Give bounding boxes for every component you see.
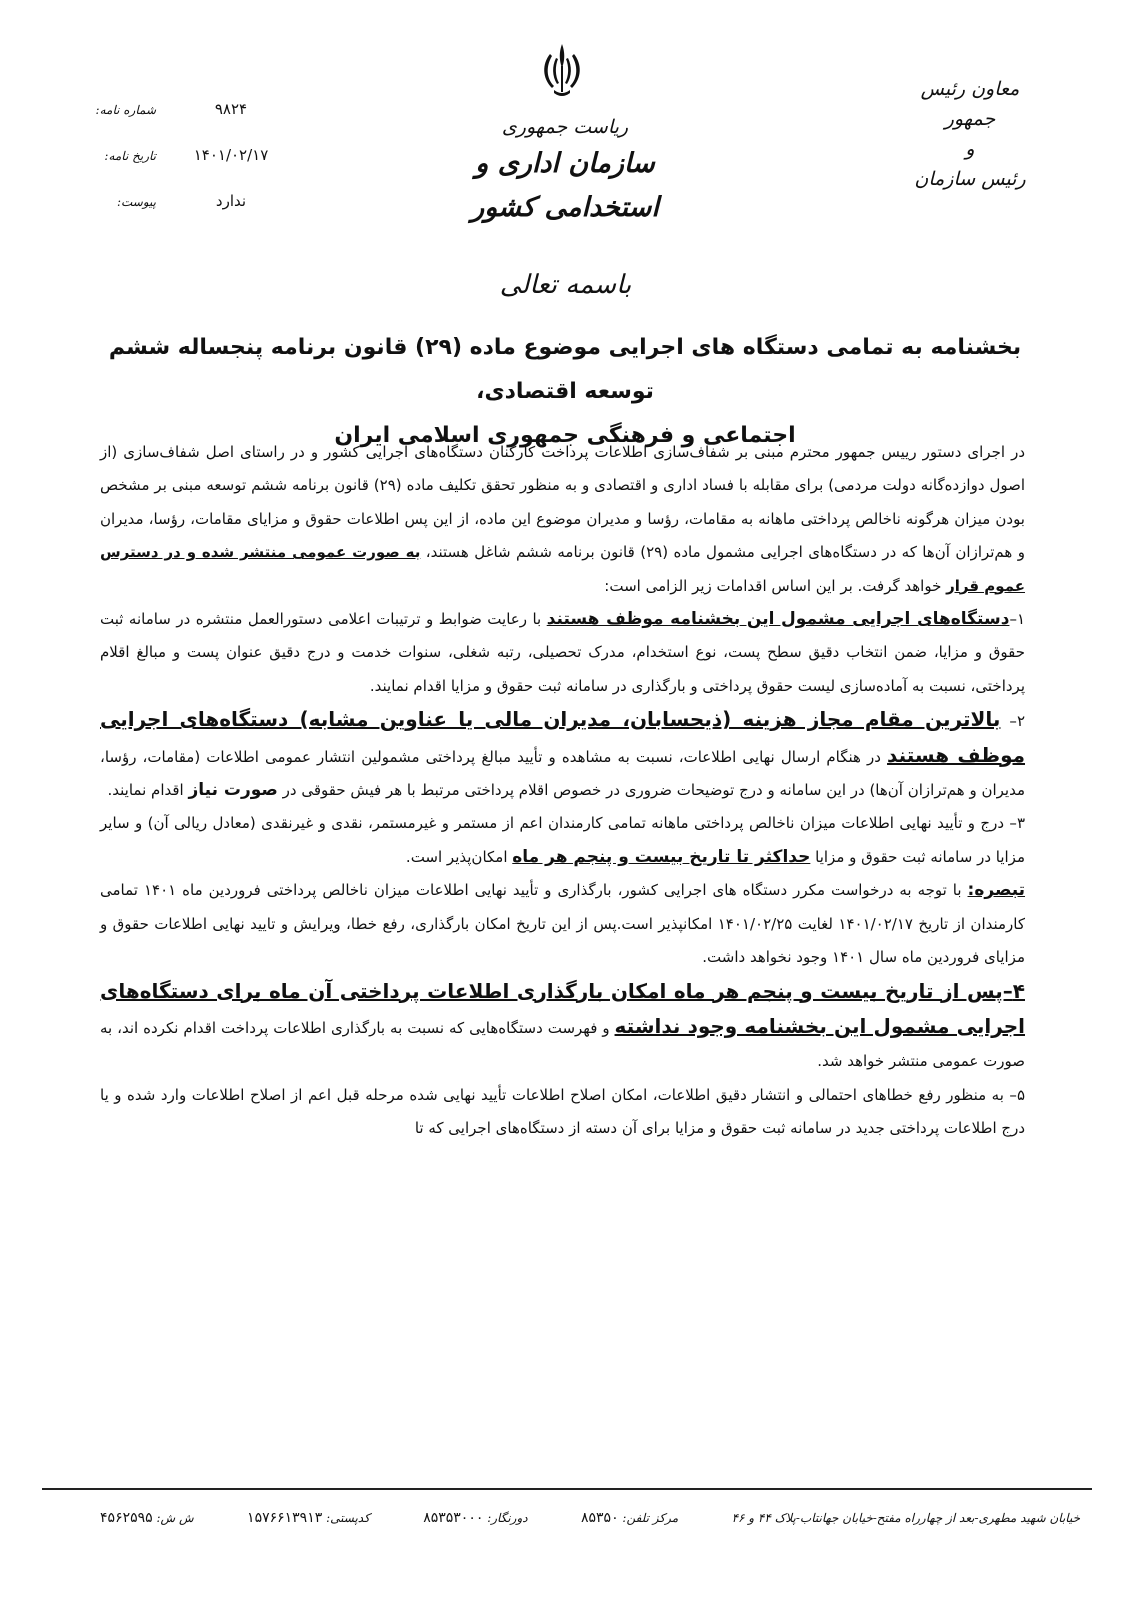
footer-address: خیابان شهید مطهری-بعد از چهارراه مفتح-خیابان جهانتاب-پلاک ۴۴ و ۴۶ <box>731 1511 1080 1525</box>
note-text: با توجه به درخواست مکرر دستگاه های اجرایی کشور، بارگذاری و تأیید نهایی اطلاعات میزان ناخالص پرداختی فروردین ماه ۱۴۰۱ تمامی کارمندان از تاریخ ۱۴۰۱/۰۲/۱۷ لغایت ۱۴۰۱/۰۲/۲۵ امکانپذیر است.پس از این تاریخ امکان بارگذاری، رفع خطا، ویرایش و تایید نهایی اطلاعات حقوق و مزایای فروردین ماه سال ۱۴۰۱ وجود نخواهد داشت. <box>100 881 1026 967</box>
note-paragraph <box>100 874 1025 974</box>
fax-value: ۸۵۳۵۳۰۰۰ <box>423 1510 484 1526</box>
footer-fax <box>423 1510 527 1526</box>
letter-date-value: ۱۴۰۱/۰۲/۱۷ <box>193 146 269 164</box>
fax-label: دورنگار: <box>487 1511 528 1525</box>
issuer-line-1: معاون رئیس جمهور <box>920 78 1020 130</box>
item-2 <box>100 703 1025 807</box>
issuer-title <box>895 74 1045 194</box>
phone-label: مرکز تلفن: <box>622 1511 679 1525</box>
item-2-emphasis-2: صورت نیاز <box>188 780 278 801</box>
item-1-number: ۱– <box>1009 610 1025 629</box>
letter-number-value: ۹۸۲۴ <box>214 100 248 118</box>
item-4-text: و فهرست دستگاه‌هایی که نسبت به بارگذاری اطلاعات پرداخت اقدام نکرده اند، به صورت عمومی منتشر خواهد شد. <box>100 1018 1025 1071</box>
item-1-text: با رعایت ضوابط و ترتیبات اعلامی دستورالعمل منتشره در سامانه ثبت حقوق و مزایا، ضمن انتخاب دقیق سطح پست، نوع استخدام، مدرک تحصیلی، رتبه شغلی، سنوات خدمت و درج دقیق عنوان پست و مبالغ اقلام پرداختی، نسبت به آماده‌سازی لیست حقوق پرداختی و بارگذاری در سامانه ثبت حقوق و مزایا اقدام نمایند. <box>100 610 1025 695</box>
intro-emphasis: به صورت عمومی منتشر شده و در دسترس عموم قرار <box>100 543 1025 595</box>
item-3-emphasis: حداکثر تا تاریخ بیست و پنجم هر ماه <box>512 846 811 867</box>
letter-number-row <box>86 100 286 146</box>
note-label: تبصره: <box>967 880 1026 901</box>
item-4-emphasis: ۴–پس از تاریخ بیست و پنجم هر ماه امکان بارگذاری اطلاعات پرداختی آن ماه برای دستگاه‌های اجرایی مشمول این بخشنامه وجود نداشته <box>100 978 1025 1038</box>
document-body <box>100 436 1025 1146</box>
title-line-1: بخشنامه به تمامی دستگاه های اجرایی موضوع ماده (۲۹) قانون برنامه پنجساله ششم توسعه اقتصادی، <box>108 335 1022 404</box>
letter-meta <box>86 100 286 238</box>
intro-text: در اجرای دستور رییس جمهور محترم مبنی بر شفاف‌سازی اطلاعات پرداخت کارکنان دستگاه‌های اجرایی کشور و در راستای اصل شفاف‌سازی (از اصول دوازده‌گانه دولت مردمی) برای مقابله با فساد اداری و اقتصادی و به منظور تحقق تکلیف ماده (۲۹) قانون برنامه ششم توسعه مبنی بر مشخص بودن میزان هرگونه ناخالص پرداختی ماهانه به مقامات، رؤسا و مدیران موضوع این ماده، از این پس اطلاعات حقوق و مزایای مقامات، رؤسا، مدیران و هم‌ترازان آن‌ها که در دستگاه‌های اجرایی مشمول ماده (۲۹) قانون برنامه ششم شاغل هستند، <box>100 443 1025 562</box>
item-4 <box>100 975 1025 1079</box>
footer <box>100 1510 1080 1540</box>
title-line-2: اجتماعی و فرهنگی جمهوری اسلامی ایران <box>334 423 796 448</box>
item-2-number: ۲– <box>1000 712 1025 731</box>
invocation: باسمه تعالی <box>499 270 632 300</box>
intro-text-end: خواهد گرفت. بر این اساس اقدامات زیر الزامی است: <box>604 576 947 595</box>
postal-label: کدپستی: <box>326 1511 370 1525</box>
issuer-line-3: رئیس سازمان <box>914 168 1026 190</box>
attachment-row <box>86 192 286 238</box>
item-2-emphasis: بالاترین مقام مجاز هزینه (ذیحسابان، مدیران مالی یا عناوین مشابه) دستگاه‌های اجرایی موظف هستند <box>100 707 1025 767</box>
footer-postal <box>247 1510 370 1526</box>
footer-id <box>100 1510 194 1526</box>
item-2-text-end: اقدام نمایند. <box>107 781 189 800</box>
attachment-label: پیوست: <box>116 195 156 209</box>
attachment-value: ندارد <box>215 192 247 210</box>
footer-phone <box>581 1510 678 1526</box>
phone-value: ۸۵۳۵۰ <box>580 1510 619 1526</box>
id-label: ش ش: <box>156 1511 194 1525</box>
letter-number-label: شماره نامه: <box>95 103 156 117</box>
id-value: ۴۵۶۲۵۹۵ <box>100 1510 153 1526</box>
presidency-label: ریاست جمهوری <box>501 116 629 138</box>
letter-date-row <box>86 146 286 192</box>
iran-emblem-icon <box>530 38 594 102</box>
postal-value: ۱۵۷۶۶۱۳۹۱۳ <box>247 1510 323 1526</box>
item-2-text: در هنگام ارسال نهایی اطلاعات، نسبت به مشاهده و تأیید مبالغ پرداختی مشمولین انتشار عمومی اطلاعات (مقامات، رؤسا، مدیران و هم‌ترازان آن‌ها) در این سامانه و درج توضیحات ضروری در خصوص اقلام پرداختی مرتبط با هر فیش حقوقی در <box>100 747 1025 800</box>
item-3-text-end: امکان‌پذیر است. <box>405 847 513 866</box>
item-5: ۵– به منظور رفع خطاهای احتمالی و انتشار دقیق اطلاعات، امکان اصلاح اطلاعات تأیید نهایی شده مرحله قبل اعم از اصلاح اطلاعات وارد شده و یا درج اطلاعات پرداختی جدید در سامانه ثبت حقوق و مزایا برای آن دسته از دستگاه‌های اجرایی که تا <box>100 1085 1025 1138</box>
organization-name: سازمان اداری و استخدامی کشور <box>471 148 659 223</box>
intro-paragraph <box>100 436 1025 603</box>
issuer-line-2: و <box>965 138 975 160</box>
letter-date-label: تاریخ نامه: <box>104 149 156 163</box>
item-3 <box>100 807 1025 874</box>
item-3-text: ۳– درج و تأیید نهایی اطلاعات میزان ناخالص پرداختی ماهانه تمامی کارمندان اعم از مستمر و غیرمستمر، نقدی و غیرنقدی (معادل ریالی آن) و سایر مزایا در سامانه ثبت حقوق و مزایا <box>100 814 1025 866</box>
footer-divider <box>42 1488 1092 1490</box>
item-1-emphasis: دستگاه‌های اجرایی مشمول این بخشنامه موظف هستند <box>546 609 1010 630</box>
organization-heading <box>415 112 715 230</box>
item-1 <box>100 603 1025 703</box>
